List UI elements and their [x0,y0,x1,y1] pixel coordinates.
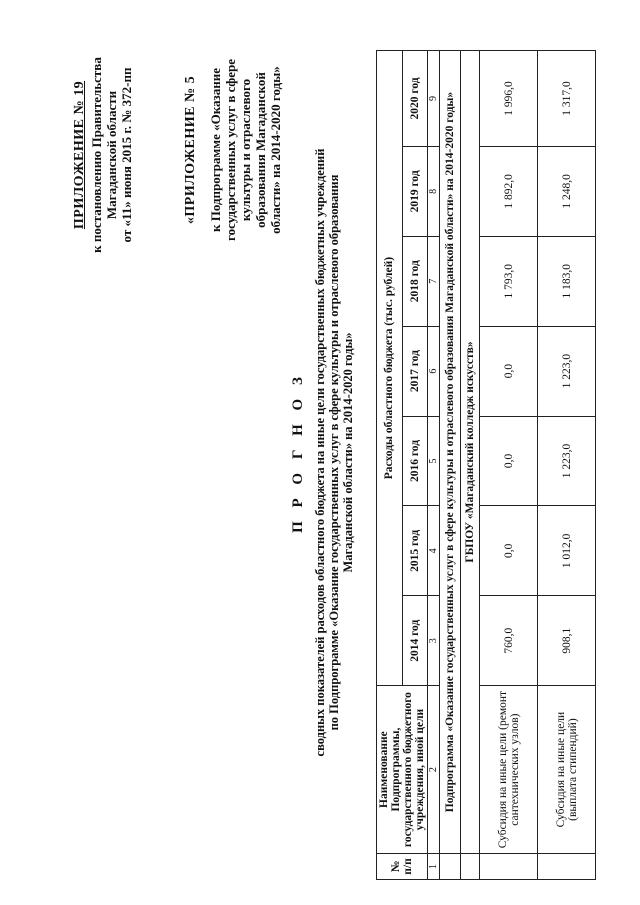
appendix-19-line: к постановлению Правительства [89,57,104,253]
appendix-5-block [183,5,283,295]
appendix-19-title: ПРИЛОЖЕНИЕ № 19 [72,80,87,230]
forecast-table [376,50,596,880]
forecast-subtitle-line: Магаданской области» на 2014-2020 годы» [341,332,355,573]
column-number: 1 [428,854,440,880]
subprogram-row [440,51,461,880]
row-name: Субсидия на иные цели (ремонт сантехнических узлов) [480,686,538,854]
appendix-19-line: Магаданской области [104,90,119,220]
expenses-header: Расходы областного бюджета (тыс. рублей) [377,51,403,686]
year-header: 2017 год [402,326,428,416]
year-header: 2016 год [402,416,428,506]
institution-row [461,51,480,880]
column-number: 9 [428,51,440,147]
row-number-cell [480,854,538,880]
year-header: 2018 год [402,236,428,326]
row-value: 1 793,0 [480,236,538,326]
row-value: 0,0 [480,326,538,416]
row-number-cell [538,854,596,880]
forecast-subtitle-line: по Подпрограмме «Оказание государственных услуг в сфере культуры и отраслевого образования [327,174,341,731]
column-numbers-row [428,51,440,880]
row-value: 760,0 [480,596,538,686]
year-header: 2014 год [402,596,428,686]
column-number: 7 [428,236,440,326]
forecast-title: П Р О Г Н О З [290,372,306,533]
year-header: 2019 год [402,146,428,236]
row-value: 1 248,0 [538,146,596,236]
appendix-5-line: государственных услуг в сфере [223,59,238,241]
appendix-5-line: области» на 2014-2020 годы» [268,66,283,234]
row-value: 1 223,0 [538,326,596,416]
row-name: Субсидия на иные цели (выплата стипендий) [538,686,596,854]
row-value: 1 223,0 [538,416,596,506]
year-header: 2015 год [402,506,428,596]
row-value: 1 183,0 [538,236,596,326]
subprogram-title: Подпрограмма «Оказание государственных услуг в сфере культуры и отраслевого образования Магаданской области» на 2014-2020 годы» [440,51,461,854]
appendix-5-line: образования Магаданской [253,72,268,228]
row-value: 1 892,0 [480,146,538,236]
row-value: 908,1 [538,596,596,686]
forecast-subtitle-line: сводных показателей расходов областного бюджета на иные цели государственных бюджетных учреждений [313,148,327,757]
appendix-19-block [72,5,134,305]
row-value: 1 317,0 [538,51,596,147]
institution-number-cell [461,854,480,880]
row-value: 1 012,0 [538,506,596,596]
row-value: 1 996,0 [480,51,538,147]
column-number: 3 [428,596,440,686]
appendix-5-line: к Подпрограмме «Оказание [208,67,223,233]
col-name-header: Наименование Подпрограммы, государственного бюджетного учреждения, иной цели [377,686,428,854]
subprogram-number-cell [440,854,461,880]
appendix-5-title: «ПРИЛОЖЕНИЕ № 5 [183,75,198,225]
row-value: 0,0 [480,416,538,506]
column-number: 8 [428,146,440,236]
column-number: 4 [428,506,440,596]
col-number-header: № п/п [377,854,428,880]
appendix-19-line: от «11» июня 2015 г. № 372-пп [119,67,134,243]
row-value: 0,0 [480,506,538,596]
column-number: 5 [428,416,440,506]
table-row [480,51,538,880]
year-header: 2020 год [402,51,428,147]
column-number: 6 [428,326,440,416]
table-row [538,51,596,880]
institution-title: ГБПОУ «Магаданский колледж искусств» [461,51,480,854]
forecast-heading [290,0,355,905]
column-number: 2 [428,686,440,854]
appendix-5-line: культуры и отраслевого [238,78,253,222]
table-header-row [377,51,403,880]
